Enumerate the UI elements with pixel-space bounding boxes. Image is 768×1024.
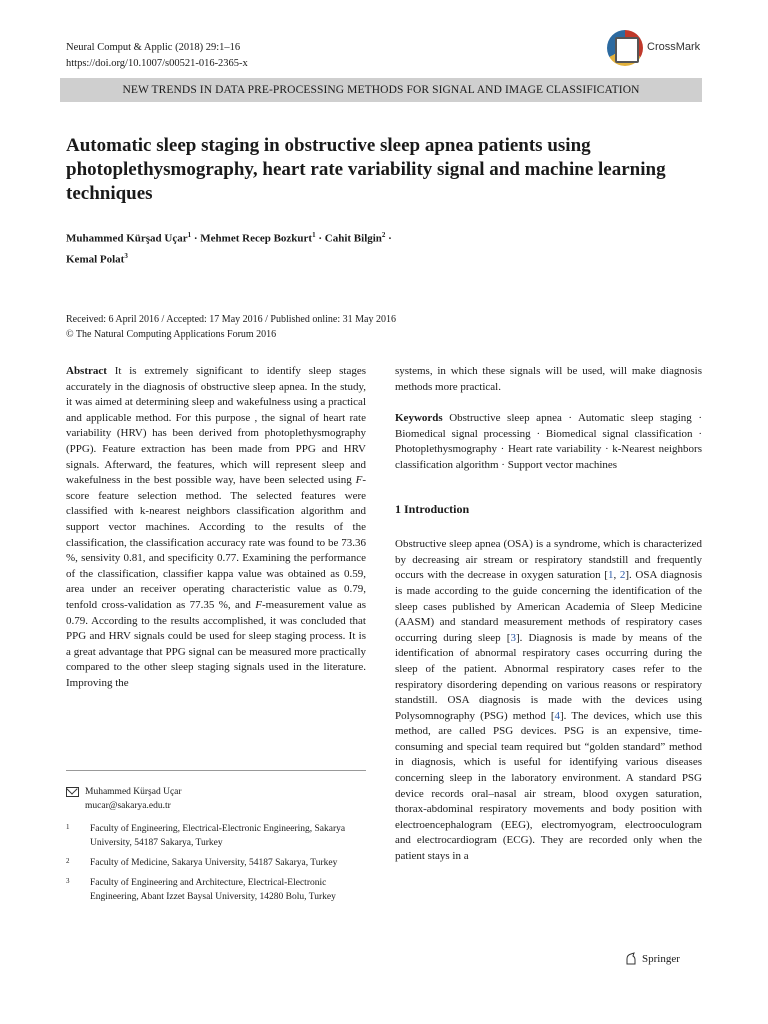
- section-heading-introduction: 1 Introduction: [395, 501, 470, 516]
- footnote-divider: [66, 770, 366, 771]
- received-accepted-published: Received: 6 April 2016 / Accepted: 17 May 2016 / Published online: 31 May 2016: [66, 314, 396, 325]
- journal-meta: [66, 40, 248, 72]
- citation-link[interactable]: 1: [607, 569, 614, 582]
- abstract-text: -score feature selection method. The selected features were classified with k-nearest neighbors classification algorithm and support vector machines. According to the results of the classification, the classification accuracy rate was found to be 73.36 %, sensivity 0.81, and specificity 0.77. Examining the performance of the classification, classifier kappa value was obtained as 0.59, area under an receiver operating characteristic value as 0.79, tenfold cross-validation as 77.35 %, and: [66, 474, 366, 611]
- affiliation-item: [66, 856, 366, 870]
- publisher-name: Springer: [642, 953, 680, 965]
- journal-citation: Neural Comput & Applic (2018) 29:1–16: [66, 42, 241, 53]
- author-affiliation-marker: 2: [381, 231, 386, 239]
- abstract-f-italic: F: [355, 474, 363, 487]
- introduction-paragraph: [395, 537, 702, 864]
- author-list: Muhammed Kürşad Uçar$^1$ · Mehmet Recep Bozkurt$^1$ · Cahit Bilgin$^2$ · Kemal Polat$^3$: [66, 231, 392, 266]
- crossmark-badge[interactable]: [607, 30, 717, 74]
- citation-link[interactable]: 3: [510, 631, 516, 644]
- intro-text: ]. Diagnosis is made by means of the identification of abnormal respiratory cases occurring during the sleep of the patient. Abnormal respiratory cases refer to the respiratory disordering depending on various reasons or respiratory standstill. OSA diagnosis is made with the devices using Polysomnography (PSG) method [: [395, 631, 702, 722]
- author-affiliation-marker: 3: [124, 251, 128, 260]
- author-name[interactable]: Cahit Bilgin: [324, 232, 382, 245]
- author-affiliation-marker: 1: [187, 231, 192, 239]
- affiliation-text: Faculty of Engineering, Electrical-Electronic Engineering, Sakarya University, 54187 Sakarya, Turkey: [90, 824, 346, 848]
- corresponding-email[interactable]: mucar@sakarya.edu.tr: [85, 801, 171, 811]
- affiliation-text: Faculty of Engineering and Architecture, Electrical-Electronic Engineering, Abant Izzet Baysal University, 14280 Bolu, Turkey: [90, 878, 336, 902]
- paper-title: Automatic sleep staging in obstructive sleep apnea patients using photoplethysmography, heart rate variability signal and machine learning techniques: [66, 135, 666, 204]
- left-column: [66, 364, 366, 691]
- affiliation-item: [66, 876, 366, 904]
- abstract: [66, 364, 366, 691]
- abstract-label: Abstract: [66, 365, 107, 377]
- abstract-text: -measurement value as 0.79. According to the results accomplished, it was concluded that PPG and HRV signals could be used for sleep staging process. It is a great advantage that PPG signal can be measured more practically compared to the other sleep staging signals used in the literature. Improving the: [66, 598, 366, 689]
- affiliation-item: [66, 822, 366, 850]
- springer-horse-icon: [624, 952, 638, 966]
- keywords-text: Obstructive sleep apnea · Automatic sleep staging · Biomedical signal processing · Biomedical signal classification · Photoplethysmography · Heart rate variability · k-Nearest neighbors classification algorithm · Support vector machines: [395, 412, 702, 471]
- crossmark-label: CrossMark: [647, 41, 701, 53]
- corresponding-author: [66, 785, 366, 813]
- abstract-text: It is extremely significant to identify sleep stages accurately in the diagnosis of obstructive sleep apnea. In the study, it was aimed at determining sleep and wakefulness using a practical and applicable method. For this purpose , the signal of heart rate variability (HRV) has been derived from photoplethysmography (PPG). Feature extraction has been made from PPG and HRV signals. Afterward, the features, which will represent sleep and wakefulness in the best possible way, have been selected using: [66, 365, 366, 487]
- affiliation-number: 2: [66, 857, 70, 865]
- author-affiliation-marker: 1: [312, 231, 316, 239]
- affiliation-number: 1: [66, 823, 70, 831]
- doi-link[interactable]: https://doi.org/10.1007/s00521-016-2365-x: [66, 58, 248, 69]
- affiliation-list: [66, 822, 366, 910]
- right-column: [395, 364, 702, 865]
- keywords-label: Keywords: [395, 412, 443, 425]
- affiliation-text: Faculty of Medicine, Sakarya University, 54187 Sakarya, Turkey: [90, 858, 338, 868]
- corresponding-name: Muhammed Kürşad Uçar: [85, 787, 182, 797]
- author-name[interactable]: Kemal Polat: [66, 253, 125, 266]
- affiliation-number: 3: [66, 877, 70, 885]
- abstract-continuation: systems, in which these signals will be used, will make diagnosis methods more practical.: [395, 365, 702, 393]
- copyright-line: © The Natural Computing Applications Forum 2016: [66, 329, 277, 340]
- series-banner: NEW TRENDS IN DATA PRE-PROCESSING METHODS FOR SIGNAL AND IMAGE CLASSIFICATION: [60, 78, 702, 102]
- intro-text: ]. The devices, which use this method, are called PSG devices. PSG is an expensive, time-consuming and special team required but “golden standard” method in diagnosis, which is useful for identifying various diseases concerning sleep in the laboratory environment. A standard PSG device records oral–nasal air stream, blood oxygen saturation, thorax-abdominal respiratory movements and body position with electroencephalogram (EEG), electromyogram, electrooculogram and electrocardiogram (ECG). They are recorded only when the patient stays in a: [395, 709, 702, 863]
- publisher-footer: [624, 952, 680, 966]
- keywords: [395, 411, 702, 473]
- intro-text: Obstructive sleep apnea (OSA) is a syndrome, which is characterized by decreasing air stream or respiratory standstill and frequently occurs with the decrease in oxygen saturation [: [395, 538, 702, 582]
- crossmark-icon: [607, 30, 643, 66]
- abstract-f-italic: F: [255, 598, 262, 611]
- author-name[interactable]: Muhammed Kürşad Uçar: [66, 232, 188, 245]
- envelope-icon: [66, 787, 79, 797]
- intro-text: ]. OSA diagnosis is made according to the guide concerning the identification of the sleep cases published by American Academia of Sleep Medicine (AASM) and standard measurement methods of respiratory cases occurring during sleep [: [395, 569, 702, 644]
- citation-separator: ,: [613, 569, 620, 582]
- citation-link[interactable]: 4: [554, 709, 561, 722]
- citation-link[interactable]: 2: [619, 569, 626, 582]
- author-name[interactable]: Mehmet Recep Bozkurt: [200, 232, 313, 245]
- publication-dates: [66, 312, 396, 342]
